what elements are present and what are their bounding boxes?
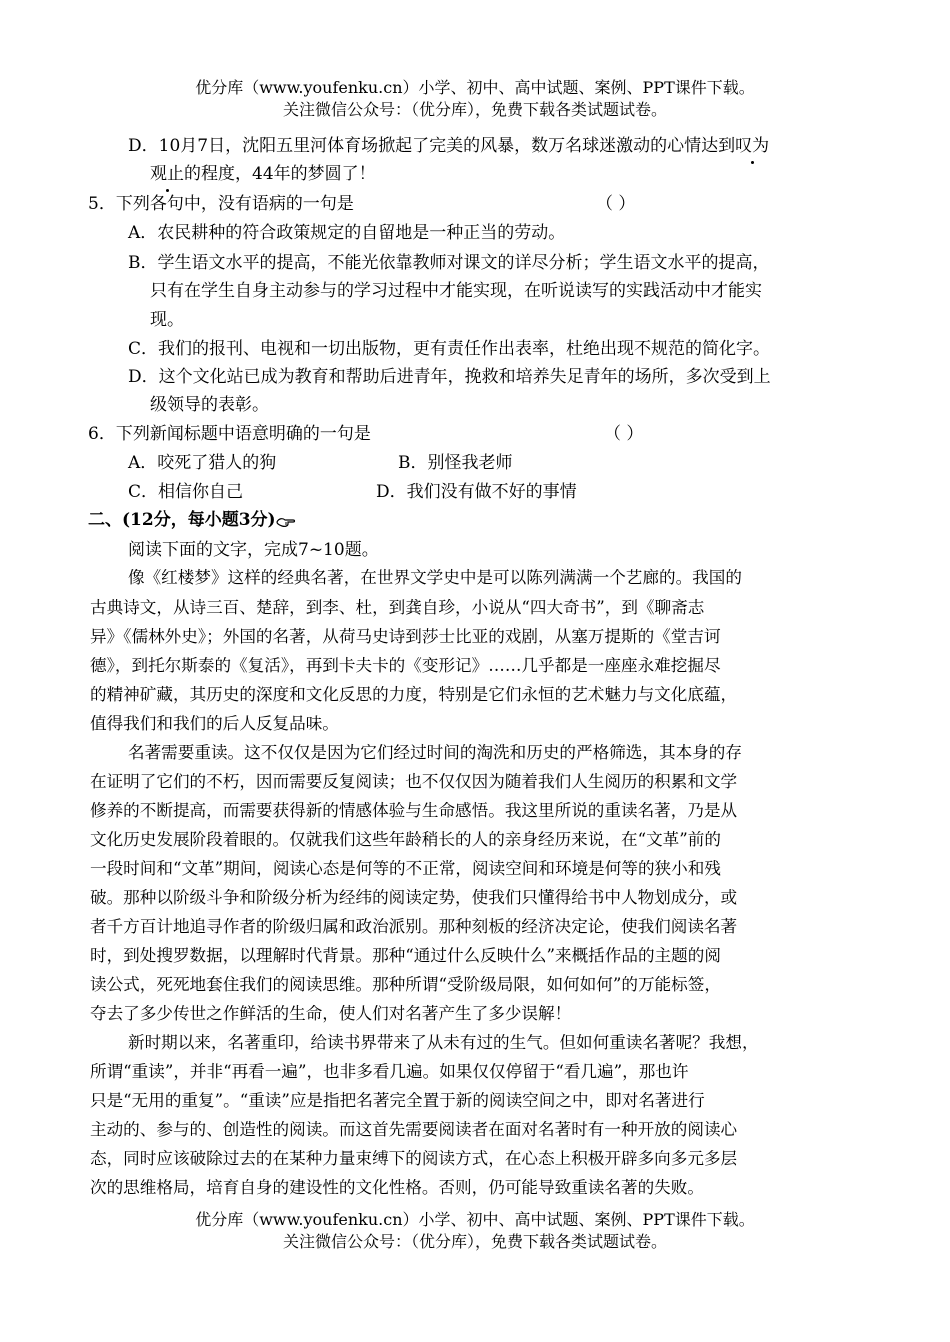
p2-line: 破。那种以阶级斗争和阶级分析为经纬的阅读定势，使我们只懂得给书中人物划成分，或 [90,888,738,907]
q5-option-d-line-2: 级领导的表彰。 [150,395,269,415]
footer-line-1: 优分库（www.youfenku.cn）小学、初中、高中试题、案例、PPT课件下载。 [195,1210,755,1229]
p3-line: 主动的、参与的、创造性的阅读。而这首先需要阅读者在面对名著时有一种开放的阅读心 [90,1120,738,1139]
q6-option-c: C．相信你自己 [128,482,244,502]
p2-line: 一段时间和“文革”期间，阅读心态是何等的不正常，阅读空间和环境是何等的狭小和残 [90,859,721,878]
q5-answer-blank: （ ） [596,194,636,214]
p1-line: 德》，到托尔斯泰的《复活》，再到卡夫卡的《变形记》……几乎都是一座座永难挖掘尽 [90,656,721,675]
p1-line: 古典诗文，从诗三百、楚辞，到李、杜，到龚自珍，小说从“四大奇书”，到《聊斋志 [90,598,705,617]
q5-option-c: C．我们的报刊、电视和一切出版物，更有责任作出表率，杜绝出现不规范的简化字。 [128,339,771,359]
q4d-line-2 [150,162,376,186]
p1-line: 像《红楼梦》这样的经典名著，在世界文学史中是可以陈列满满一个艺廊的。我国的 [128,568,742,587]
p3-line: 所谓“重读”，并非“再看一遍”，也非多看几遍。如果仅仅停留于“看几遍”，那也许 [90,1062,689,1081]
q5-option-d-line-1: D．这个文化站已成为教育和帮助后进青年，挽救和培养失足青年的场所，多次受到上 [128,367,771,387]
q5-option-b-line-3: 现。 [150,310,184,330]
emphasis-dots-2: 观止 [150,164,184,184]
footer-line-2: 关注微信公众号：（优分库），免费下载各类试题试卷。 [282,1232,667,1251]
section-2-title-text: 二、(12分，每小题3分) [88,510,276,530]
q4d-line-1 [128,134,769,158]
p3-line: 新时期以来，名著重印，给读书界带来了从未有过的生气。但如何重读名著呢？我想， [128,1033,759,1052]
p2-line: 时，到处搜罗数据，以理解时代背景。那种“通过什么反映什么”来概括作品的主题的阅 [90,946,721,965]
p2-line: 名著需要重读。这不仅仅是因为它们经过时间的淘洗和历史的严格筛选，其本身的存 [128,743,742,762]
q5-option-b-line-2: 只有在学生自身主动参与的学习过程中才能实现，在听说读写的实践活动中才能实 [150,281,762,301]
q5-stem: 5．下列各句中，没有语病的一句是 [88,194,354,214]
p2-line: 修养的不断提高，而需要获得新的情感体验与生命感悟。我这里所说的重读名著，乃是从 [90,801,738,820]
p2-line: 读公式，死死地套住我们的阅读思维。那种所谓“受阶级局限，如何如何”的万能标签， [90,975,721,994]
q5-option-a: A．农民耕种的符合政策规定的自留地是一种正当的劳动。 [128,223,566,243]
q6-option-a: A．咬死了猎人的狗 [128,453,277,473]
q6-answer-blank: （ ） [604,424,644,444]
section-2-instruction: 阅读下面的文字，完成7~10题。 [128,540,379,560]
q4d-line-2-text: 的程度，44年的梦圆了！ [184,164,376,184]
q4d-line-1-text: D．10月7日，沈阳五里河体育场掀起了完美的风暴，数万名球迷激动的心情达到 [128,136,736,156]
p3-line: 态，同时应该破除过去的在某种力量束缚下的阅读方式，在心态上积极开辟多向多元多层 [90,1149,738,1168]
p1-line: 值得我们和我们的后人反复品味。 [90,714,339,733]
q5-option-b-line-1: B．学生语文水平的提高，不能光依靠教师对课文的详尽分析；学生语文水平的提高， [128,253,770,273]
header-line-2: 关注微信公众号：（优分库），免费下载各类试题试卷。 [282,100,667,119]
hand-pointer-icon [276,514,296,528]
p1-line: 的精神矿藏，其历史的深度和文化反思的力度，特别是它们永恒的艺术魅力与文化底蕴， [90,685,738,704]
emphasis-dots: 叹为 [735,136,770,156]
p1-line: 异》《儒林外史》；外国的名著，从荷马史诗到莎士比亚的戏剧，从塞万提斯的《堂吉诃 [90,627,721,646]
p2-line: 者千方百计地追寻作者的阶级归属和政治派别。那种刻板的经济决定论，使我们阅读名著 [90,917,738,936]
p2-line: 文化历史发展阶段着眼的。仅就我们这些年龄稍长的人的亲身经历来说，在“文革”前的 [90,830,721,849]
q6-option-b: B．别怪我老师 [398,453,513,473]
p2-line: 夺去了多少传世之作鲜活的生命，使人们对名著产生了多少误解！ [90,1004,572,1023]
q6-option-d: D．我们没有做不好的事情 [376,482,577,502]
header-line-1: 优分库（www.youfenku.cn）小学、初中、高中试题、案例、PPT课件下载。 [195,78,755,97]
p3-line: 只是“无用的重复”。“重读”应是指把名著完全置于新的阅读空间之中，即对名著进行 [90,1091,705,1110]
p2-line: 在证明了它们的不朽，因而需要反复阅读；也不仅仅因为随着我们人生阅历的积累和文学 [90,772,738,791]
p3-line: 次的思维格局，培育自身的建设性的文化性格。否则，仍可能导致重读名著的失败。 [90,1178,704,1197]
section-2-title [88,508,296,532]
q6-stem: 6．下列新闻标题中语意明确的一句是 [88,424,371,444]
